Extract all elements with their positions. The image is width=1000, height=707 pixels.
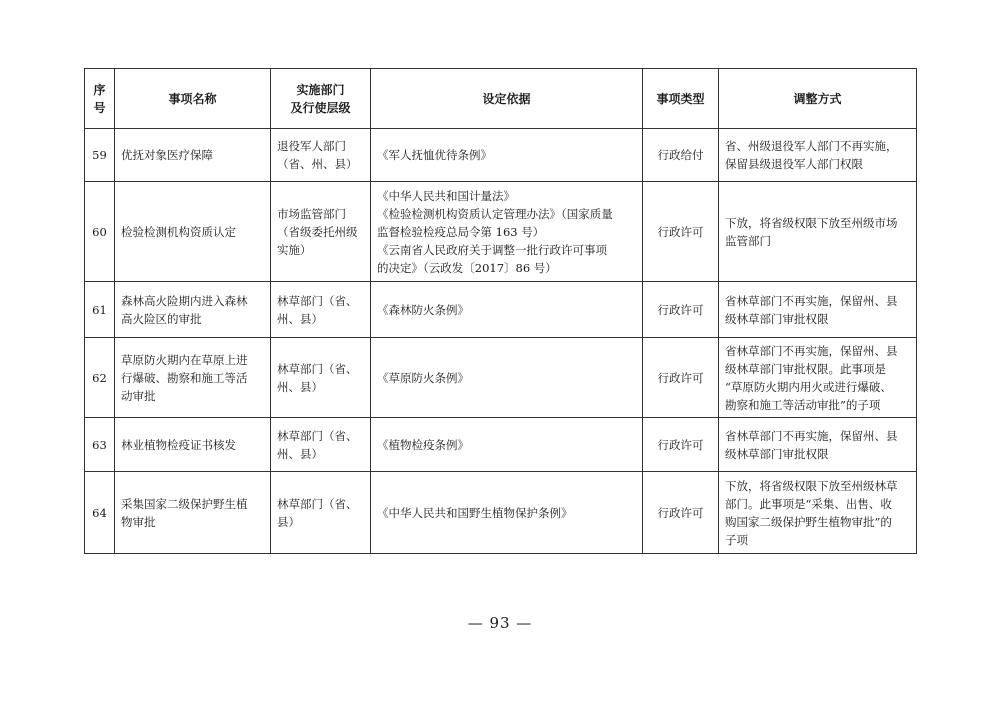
- row-basis: 《中华人民共和国野生植物保护条例》: [371, 472, 643, 554]
- row-type: 行政给付: [643, 129, 719, 182]
- row-method: 省林草部门不再实施，保留州、县 级林草部门审批权限: [719, 418, 917, 472]
- header-basis: 设定依据: [371, 69, 643, 129]
- table-row: [85, 182, 917, 282]
- row-type: 行政许可: [643, 338, 719, 418]
- row-basis: 《森林防火条例》: [371, 282, 643, 338]
- row-seq: 63: [85, 418, 115, 472]
- table-row: [85, 129, 917, 182]
- row-name: 草原防火期内在草原上进 行爆破、勘察和施工等活 动审批: [115, 338, 271, 418]
- header-dept: 实施部门 及行使层级: [271, 69, 371, 129]
- row-name: 检验检测机构资质认定: [115, 182, 271, 282]
- table-row: [85, 282, 917, 338]
- row-dept: 林草部门（省、 州、县）: [271, 282, 371, 338]
- row-basis: 《植物检疫条例》: [371, 418, 643, 472]
- row-method: 下放，将省级权限下放至州级林草 部门。此事项是“采集、出售、收 购国家二级保护野生植物审批”的 子项: [719, 472, 917, 554]
- row-dept: 林草部门（省、 州、县）: [271, 418, 371, 472]
- row-name: 优抚对象医疗保障: [115, 129, 271, 182]
- row-method: 省、州级退役军人部门不再实施， 保留县级退役军人部门权限: [719, 129, 917, 182]
- row-seq: 61: [85, 282, 115, 338]
- header-row: [85, 69, 917, 129]
- header-name: 事项名称: [115, 69, 271, 129]
- row-seq: 62: [85, 338, 115, 418]
- row-name: 森林高火险期内进入森林 高火险区的审批: [115, 282, 271, 338]
- row-basis: 《草原防火条例》: [371, 338, 643, 418]
- row-dept: 林草部门（省、 州、县）: [271, 338, 371, 418]
- row-name: 林业植物检疫证书核发: [115, 418, 271, 472]
- row-method: 下放，将省级权限下放至州级市场 监管部门: [719, 182, 917, 282]
- header-method: 调整方式: [719, 69, 917, 129]
- row-type: 行政许可: [643, 418, 719, 472]
- row-dept: 市场监管部门 （省级委托州级 实施）: [271, 182, 371, 282]
- table-row: [85, 472, 917, 554]
- row-type: 行政许可: [643, 182, 719, 282]
- row-basis: 《中华人民共和国计量法》 《检验检测机构资质认定管理办法》（国家质量 监督检验检疫总局令第 163 号） 《云南省人民政府关于调整一批行政许可事项 的决定》（云政发〔2017〕86 号）: [371, 182, 643, 282]
- page-number: — 93 —: [467, 614, 533, 632]
- row-seq: 64: [85, 472, 115, 554]
- adjustment-table: [84, 68, 917, 554]
- row-name: 采集国家二级保护野生植 物审批: [115, 472, 271, 554]
- table-row: [85, 338, 917, 418]
- row-dept: 退役军人部门 （省、州、县）: [271, 129, 371, 182]
- table-row: [85, 418, 917, 472]
- header-type: 事项类型: [643, 69, 719, 129]
- row-method: 省林草部门不再实施，保留州、县 级林草部门审批权限: [719, 282, 917, 338]
- row-basis: 《军人抚恤优待条例》: [371, 129, 643, 182]
- row-method: 省林草部门不再实施，保留州、县 级林草部门审批权限。此事项是 “草原防火期内用火或进行爆破、 勘察和施工等活动审批”的子项: [719, 338, 917, 418]
- row-type: 行政许可: [643, 282, 719, 338]
- row-seq: 60: [85, 182, 115, 282]
- row-type: 行政许可: [643, 472, 719, 554]
- row-dept: 林草部门（省、 县）: [271, 472, 371, 554]
- row-seq: 59: [85, 129, 115, 182]
- header-seq: 序 号: [85, 69, 115, 129]
